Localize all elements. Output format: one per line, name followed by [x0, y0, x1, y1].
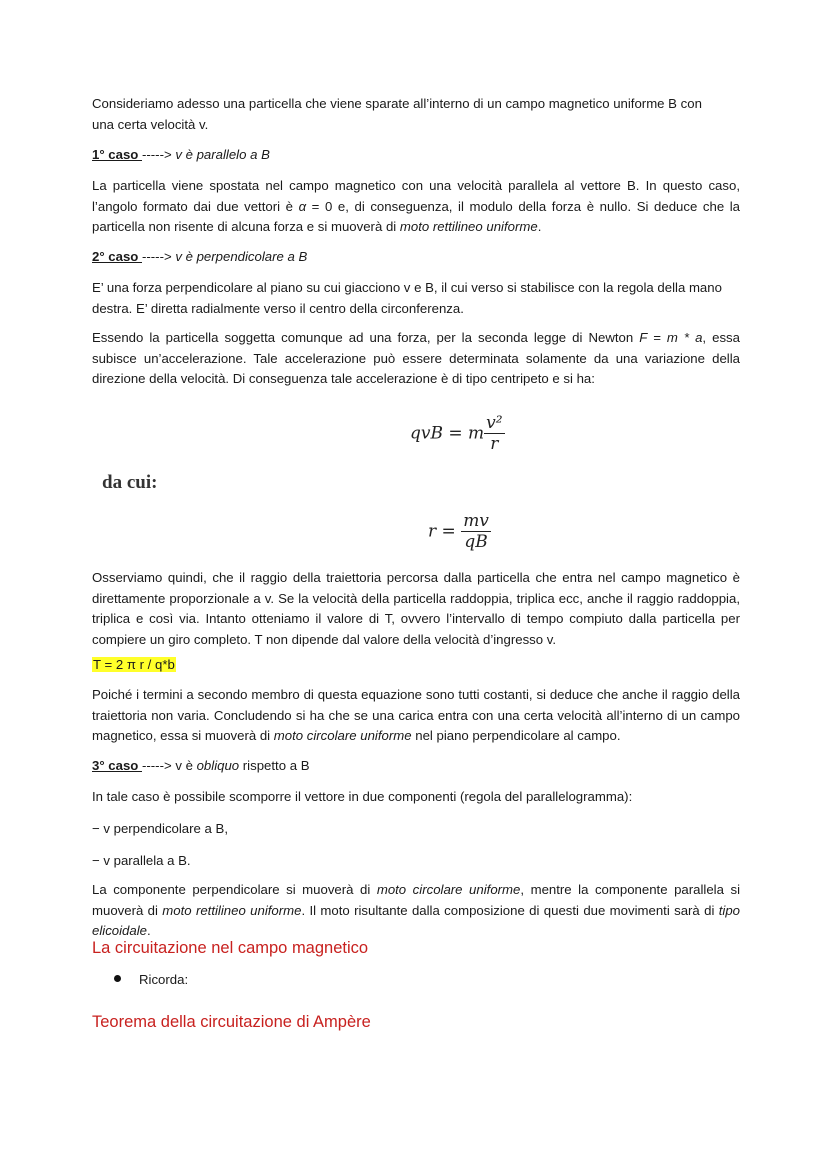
formula2-lhs: r =: [428, 521, 456, 542]
intro-line-1: Consideriamo adesso una particella che viene sparate all’interno di un campo magnetico uniforme B con: [92, 96, 702, 111]
case2-title: v è perpendicolare a B: [175, 249, 308, 264]
case2-paragraph-1: E’ una forza perpendicolare al piano su cui giacciono v e B, il cui verso si stabilisce con la regola della mano destra. E’ diretta radialmente verso il centro della circonferenza.: [92, 280, 722, 316]
case3-italic: obliquo: [196, 758, 240, 773]
case1-text-a: La particella viene spostata nel campo magnetico con una velocità parallela al vettore B. In questo caso, l’angolo formato dai due vettori è: [92, 178, 740, 214]
case3-p2-italic-1: moto circolare uniforme: [376, 882, 521, 897]
newton-formula: F = m * a: [639, 330, 703, 345]
period-formula-line: [92, 655, 740, 676]
bullet-ricorda: [114, 970, 188, 990]
formula1-denominator: r: [490, 434, 499, 454]
case3-label: 3° caso: [92, 758, 142, 773]
case3-p2-c: . Il moto risultante dalla composizione di questi due movimenti sarà di: [301, 902, 719, 918]
formula1-numerator: v²: [486, 413, 503, 433]
formula-qvb: [410, 414, 505, 454]
formula1-lhs: qvB = m: [410, 423, 485, 444]
case3-p2-end: .: [147, 923, 151, 938]
case2-p2-a: Essendo la particella soggetta comunque ad una forza, per la seconda legge di Newton: [92, 330, 640, 345]
formula2-numerator: mv: [463, 511, 489, 531]
case3-p2-b: , mentre la componente parallela si muoverà di: [92, 882, 740, 918]
conclusion-paragraph: [92, 685, 740, 747]
formula2-denominator: qB: [464, 532, 488, 552]
case2-paragraph-2: [92, 328, 740, 390]
heading-circuitation: La circuitazione nel campo magnetico: [92, 939, 369, 957]
case3-heading: [92, 756, 740, 777]
case2-arrow: ----->: [142, 249, 176, 264]
case1-title: v è parallelo a B: [175, 147, 270, 162]
case1-arrow: ----->: [142, 147, 176, 162]
heading-ampere: Teorema della circuitazione di Ampère: [92, 1013, 371, 1031]
formula2-fraction: [461, 512, 491, 552]
case2-p2-b: , essa subisce un’accelerazione. Tale accelerazione può essere determinata solamente da una variazione della direzione della velocità. Di conseguenza tale accelerazione è di tipo centripeto e si ha:: [92, 330, 740, 386]
observe-paragraph: Osserviamo quindi, che il raggio della traiettoria percorsa dalla particella che entra nel campo magnetico è direttamente proporzionale a v. Se la velocità della particella raddoppia, triplica ecc, anche il raggio raddoppia, triplica e così via. Intanto otteniamo il valore di T, ovvero l’intervallo di tempo compiuto dalla particella per compiere un giro completo. T non dipende dal valore della velocità d’ingresso v.: [92, 570, 740, 647]
da-cui-label: da cui:: [102, 472, 158, 493]
bullet-text: Ricorda:: [139, 972, 189, 987]
case3-p2-a: La componente perpendicolare si muoverà di: [92, 882, 377, 897]
period-formula-highlight: T = 2 π r / q*b: [93, 657, 175, 672]
case1-end: .: [537, 219, 542, 234]
case2-label: 2° caso: [92, 249, 142, 264]
intro-paragraph: [92, 94, 740, 135]
formula1-fraction: [484, 414, 504, 454]
bullet-dot-icon: [114, 975, 121, 982]
case3-arrow: -----> v è: [142, 758, 197, 773]
conclusion-a: Poiché i termini a secondo membro di questa equazione sono tutti costanti, si deduce che anche il raggio della traiettoria non varia. Concludendo si ha che se una carica entra con una certa velocità all’interno di un campo magnetico, essa si muoverà di: [92, 687, 740, 743]
case1-heading: [92, 145, 740, 166]
case3-paragraph-2: [92, 880, 740, 942]
alpha-symbol: α: [298, 198, 307, 214]
case3-p2-italic-2: moto rettilineo uniforme: [162, 902, 302, 918]
case1-paragraph: [92, 176, 740, 238]
case1-text-b: = 0 e, di conseguenza, il modulo della forza è nullo. Si deduce che la particella non risente di alcuna forza e si muoverà di: [92, 198, 741, 234]
case1-italic: moto rettilineo uniforme: [399, 219, 538, 234]
case3-paragraph-1: In tale caso è possibile scomporre il vettore in due componenti (regola del parallelogramma):: [92, 789, 633, 804]
case3-item-1: − v perpendicolare a B,: [92, 821, 228, 836]
conclusion-italic: moto circolare uniforme: [273, 728, 412, 743]
conclusion-b: nel piano perpendicolare al campo.: [411, 728, 621, 743]
formula-radius: [428, 512, 491, 552]
case1-label: 1° caso: [92, 147, 142, 162]
case3-item-2: − v parallela a B.: [92, 853, 191, 868]
intro-line-2: una certa velocità v.: [92, 116, 209, 132]
case3-p2-italic-3: tipo elicoidale: [92, 902, 740, 938]
case3-tail: rispetto a B: [239, 758, 310, 773]
case2-heading: [92, 247, 740, 268]
